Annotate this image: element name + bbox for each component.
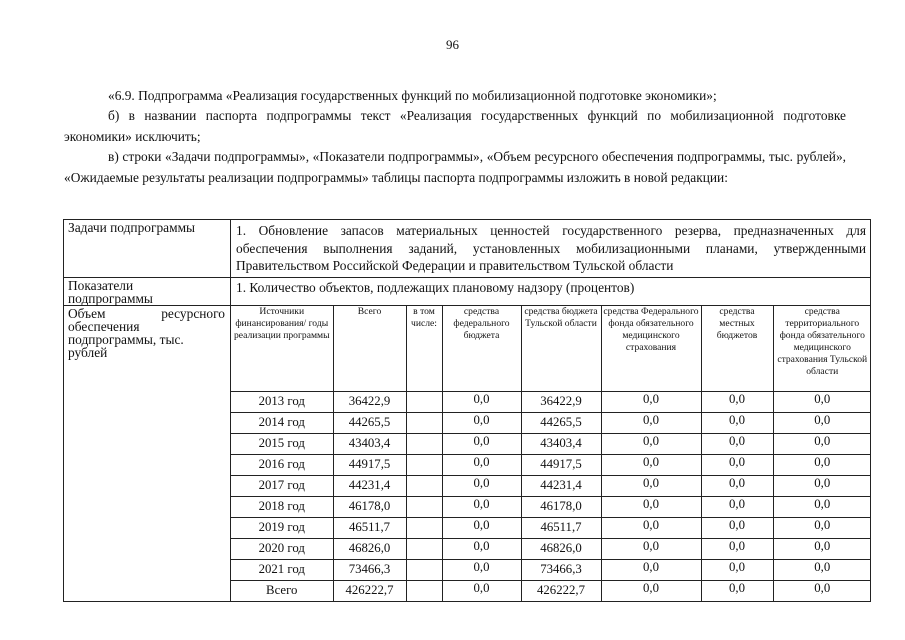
row-year: Всего: [231, 580, 333, 601]
row-tfoms: 0,0: [773, 496, 871, 517]
row-ffoms: 0,0: [601, 433, 701, 454]
header-including: в том числе:: [406, 306, 442, 392]
row-including: [406, 391, 442, 412]
row-ffoms: 0,0: [601, 538, 701, 559]
row-tfoms: 0,0: [773, 454, 871, 475]
header-local: средства местных бюджетов: [701, 306, 773, 392]
row-total: 44917,5: [333, 454, 406, 475]
header-regional: средства бюджета Тульской области: [521, 306, 601, 392]
table-row: [231, 454, 871, 475]
page-number: 96: [446, 37, 459, 52]
indicators-text: 1. Количество объектов, подлежащих плановому надзору (процентов): [236, 279, 635, 295]
row-including: [406, 412, 442, 433]
row-year: 2013 год: [231, 391, 333, 412]
row-year: 2016 год: [231, 454, 333, 475]
header-total: Всего: [333, 306, 406, 392]
row-local: 0,0: [701, 496, 773, 517]
row-federal: 0,0: [442, 517, 521, 538]
row-regional: 46826,0: [521, 538, 601, 559]
row-total: 44231,4: [333, 475, 406, 496]
row-local: 0,0: [701, 475, 773, 496]
row-ffoms: 0,0: [601, 391, 701, 412]
row-local: 0,0: [701, 391, 773, 412]
row-federal: 0,0: [442, 454, 521, 475]
funding-row: [64, 305, 871, 601]
row-including: [406, 454, 442, 475]
row-total: 46511,7: [333, 517, 406, 538]
table-row: [231, 580, 871, 601]
row-federal: 0,0: [442, 496, 521, 517]
table-row: [231, 559, 871, 580]
row-year: 2018 год: [231, 496, 333, 517]
header-federal: средства федерального бюджета: [442, 306, 521, 392]
row-federal: 0,0: [442, 475, 521, 496]
row-tfoms: 0,0: [773, 412, 871, 433]
row-year: 2015 год: [231, 433, 333, 454]
row-including: [406, 538, 442, 559]
paragraph-v: в) строки «Задачи подпрограммы», «Показатели подпрограммы», «Объем ресурсного обеспечения подпрограммы, тыс. рублей», «Ожидаемые результаты реализации подпрограммы» таблицы паспорта подпрограммы изложить в новой редакции:: [64, 149, 846, 185]
row-tfoms: 0,0: [773, 433, 871, 454]
table-row: [231, 433, 871, 454]
row-year: 2014 год: [231, 412, 333, 433]
row-tfoms: 0,0: [773, 475, 871, 496]
row-total: 44265,5: [333, 412, 406, 433]
tasks-row: [64, 220, 871, 278]
row-tfoms: 0,0: [773, 559, 871, 580]
row-total: 46178,0: [333, 496, 406, 517]
row-regional: 44917,5: [521, 454, 601, 475]
paragraph-b: б) в названии паспорта подпрограммы текст «Реализация государственных функций по мобилизационной подготовке экономики» исключить;: [64, 108, 846, 144]
row-local: 0,0: [701, 538, 773, 559]
row-federal: 0,0: [442, 559, 521, 580]
row-regional: 46511,7: [521, 517, 601, 538]
row-federal: 0,0: [442, 412, 521, 433]
row-federal: 0,0: [442, 433, 521, 454]
header-tfoms: средства территориального фонда обязательного медицинского страхования Тульской области: [773, 306, 871, 392]
row-regional: 44265,5: [521, 412, 601, 433]
table-row: [231, 496, 871, 517]
row-ffoms: 0,0: [601, 559, 701, 580]
row-total: 36422,9: [333, 391, 406, 412]
row-including: [406, 517, 442, 538]
indicators-row: [64, 277, 871, 305]
row-total: 426222,7: [333, 580, 406, 601]
tasks-text: 1. Обновление запасов материальных ценностей государственного резерва, предназначенных для обеспечения выполнения заданий, установленных мобилизационными планами, утвержденными Правительством Российской Федерации и правительством Тульской области: [236, 223, 866, 273]
row-federal: 0,0: [442, 391, 521, 412]
row-regional: 36422,9: [521, 391, 601, 412]
row-including: [406, 475, 442, 496]
row-local: 0,0: [701, 580, 773, 601]
row-including: [406, 496, 442, 517]
table-row: [231, 517, 871, 538]
row-tfoms: 0,0: [773, 517, 871, 538]
header-sources: Источники финансирования/ годы реализации программы: [231, 306, 333, 392]
funding-table: [231, 306, 871, 601]
row-total: 46826,0: [333, 538, 406, 559]
row-year: 2019 год: [231, 517, 333, 538]
paragraph-subprogram-title: «6.9. Подпрограмма «Реализация государственных функций по мобилизационной подготовке экономики»;: [108, 88, 717, 103]
header-ffoms: средства Федерального фонда обязательного медицинского страхования: [601, 306, 701, 392]
row-regional: 43403,4: [521, 433, 601, 454]
row-year: 2017 год: [231, 475, 333, 496]
table-row: [231, 475, 871, 496]
row-including: [406, 433, 442, 454]
row-federal: 0,0: [442, 580, 521, 601]
row-ffoms: 0,0: [601, 517, 701, 538]
row-federal: 0,0: [442, 538, 521, 559]
row-regional: 46178,0: [521, 496, 601, 517]
row-regional: 426222,7: [521, 580, 601, 601]
passport-table: [63, 219, 871, 602]
table-row: [231, 538, 871, 559]
row-including: [406, 559, 442, 580]
row-local: 0,0: [701, 517, 773, 538]
row-ffoms: 0,0: [601, 580, 701, 601]
row-tfoms: 0,0: [773, 538, 871, 559]
table-row: [231, 391, 871, 412]
tasks-label: Задачи подпрограммы: [68, 220, 196, 235]
funding-label: Объем ресурсного обеспечения подпрограммы, тыс. рублей: [68, 305, 225, 360]
row-ffoms: 0,0: [601, 412, 701, 433]
row-year: 2021 год: [231, 559, 333, 580]
row-year: 2020 год: [231, 538, 333, 559]
row-ffoms: 0,0: [601, 454, 701, 475]
row-regional: 73466,3: [521, 559, 601, 580]
row-tfoms: 0,0: [773, 580, 871, 601]
funding-header-row: [231, 306, 871, 392]
indicators-label: Показатели подпрограммы: [68, 277, 153, 306]
row-including: [406, 580, 442, 601]
row-local: 0,0: [701, 559, 773, 580]
row-ffoms: 0,0: [601, 496, 701, 517]
row-total: 73466,3: [333, 559, 406, 580]
row-local: 0,0: [701, 454, 773, 475]
table-row: [231, 412, 871, 433]
row-total: 43403,4: [333, 433, 406, 454]
row-local: 0,0: [701, 412, 773, 433]
row-ffoms: 0,0: [601, 475, 701, 496]
row-local: 0,0: [701, 433, 773, 454]
row-tfoms: 0,0: [773, 391, 871, 412]
row-regional: 44231,4: [521, 475, 601, 496]
